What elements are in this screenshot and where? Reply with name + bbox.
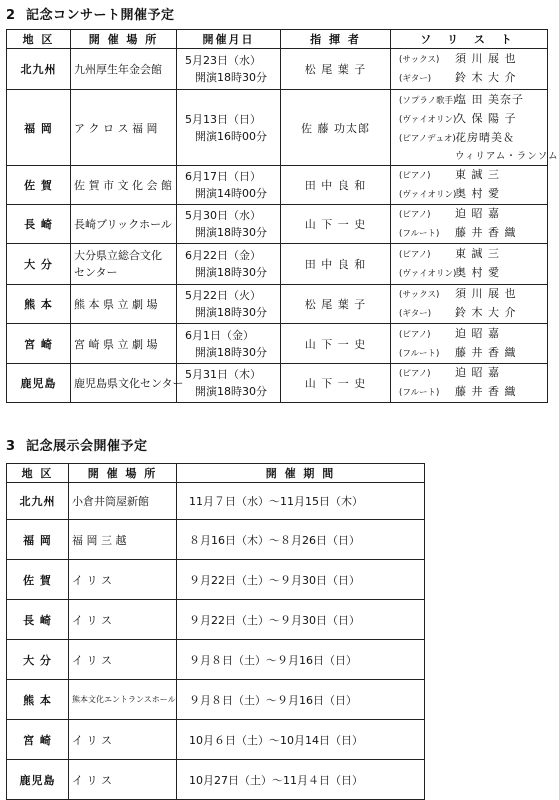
soloist-name: 鈴 木 大 介: [455, 71, 517, 84]
soloist-line: [399, 304, 544, 323]
table-row: [7, 285, 548, 324]
conductor-cell: 佐 藤 功太郎: [281, 90, 391, 166]
soloist-name: 須 川 展 也: [455, 52, 517, 65]
venue-line: センター: [74, 266, 118, 279]
time-text: 開演18時30分: [195, 385, 267, 398]
soloist-line: [399, 185, 544, 204]
region-cell: 佐 賀: [7, 560, 69, 600]
soloist-line: [399, 224, 544, 243]
soloist-cell: [391, 364, 548, 403]
soloist-line: [399, 148, 559, 165]
period-cell: ９月８日（土）〜９月16日（日）: [177, 640, 425, 680]
date-cell: [177, 49, 281, 90]
soloist-cell: [391, 205, 548, 244]
date-cell: [177, 166, 281, 205]
soloist-name: 東 誠 三: [455, 247, 500, 260]
instrument-label: (サックス): [399, 290, 440, 300]
region-cell: 宮 崎: [7, 324, 71, 364]
table-row: [7, 760, 425, 800]
soloist-name: 鈴 木 大 介: [455, 306, 517, 319]
venue-cell: 福 岡 三 越: [69, 520, 177, 560]
venue-cell: 九州厚生年金会館: [71, 49, 177, 90]
period-cell: 10月６日（土）〜10月14日（日）: [177, 720, 425, 760]
table-row: [7, 560, 425, 600]
region-cell: 北九州: [7, 483, 69, 520]
table-row: [7, 483, 425, 520]
date-cell: [177, 205, 281, 244]
table-row: [7, 520, 425, 560]
table-row: [7, 324, 548, 364]
date-cell: [177, 90, 281, 166]
concert-section-title: [6, 4, 175, 23]
venue-cell: イ リ ス: [69, 600, 177, 640]
soloist-name: 迫 昭 嘉: [455, 366, 500, 379]
table-row: [7, 49, 548, 90]
soloist-line: [399, 364, 544, 383]
venue-cell: イ リ ス: [69, 640, 177, 680]
instrument-label: (ギター): [399, 74, 432, 84]
period-cell: ９月22日（土）〜９月30日（日）: [177, 600, 425, 640]
date-cell: [177, 324, 281, 364]
venue-cell: 小倉井筒屋新館: [69, 483, 177, 520]
venue-cell: 熊本文化エントランスホール: [69, 680, 177, 720]
date-text: 5月22日（火）: [185, 289, 261, 302]
venue-cell: [71, 244, 177, 285]
soloist-line: [399, 110, 544, 129]
time-text: 開演18時30分: [195, 266, 267, 279]
header-region: 地 区: [7, 30, 71, 49]
soloist-name-continued: ウィリアム・ランソム: [455, 150, 559, 162]
conductor-cell: 山 下 一 史: [281, 364, 391, 403]
region-cell: 北九州: [7, 49, 71, 90]
venue-cell: 鹿児島県文化センター: [71, 364, 177, 403]
region-cell: 宮 崎: [7, 720, 69, 760]
soloist-line: [399, 129, 544, 148]
table-row: [7, 640, 425, 680]
venue-cell: イ リ ス: [69, 720, 177, 760]
date-text: 5月13日（日）: [185, 112, 261, 126]
header-soloist: ソ リ ス ト: [391, 30, 548, 49]
instrument-label: (ピアノ): [399, 369, 431, 379]
date-cell: [177, 364, 281, 403]
time-text: 開演18時30分: [195, 306, 267, 319]
soloist-cell: [391, 166, 548, 205]
period-cell: ９月８日（土）〜９月16日（日）: [177, 680, 425, 720]
time-text: 開演18時30分: [195, 71, 267, 84]
header-venue: 開 催 場 所: [69, 464, 177, 483]
instrument-label: (ヴァイオリン): [399, 114, 457, 125]
instrument-label: (ヴァイオリン): [399, 190, 457, 200]
region-cell: 佐 賀: [7, 166, 71, 205]
table-row: [7, 600, 425, 640]
concert-section-number: 2: [6, 8, 16, 23]
conductor-cell: 田 中 良 和: [281, 166, 391, 205]
soloist-cell: [391, 90, 559, 166]
instrument-label: (フルート): [399, 348, 440, 359]
soloist-name: 須 川 展 也: [455, 287, 517, 300]
period-cell: 10月27日（土）〜11月４日（日）: [177, 760, 425, 800]
exhibit-header-row: [7, 464, 425, 483]
instrument-label: (フルート): [399, 229, 440, 239]
instrument-label: (ヴァイオリン): [399, 269, 457, 279]
soloist-line: [399, 245, 544, 264]
soloist-name: 東 誠 三: [455, 168, 500, 181]
soloist-line: [399, 166, 544, 185]
venue-cell: 熊 本 県 立 劇 場: [71, 285, 177, 324]
header-conductor: 指 揮 者: [281, 30, 391, 49]
soloist-name: 迫 昭 嘉: [455, 326, 500, 340]
time-text: 開演16時00分: [195, 129, 267, 143]
date-cell: [177, 285, 281, 324]
region-cell: 熊 本: [7, 680, 69, 720]
soloist-name: 奥 村 愛: [455, 266, 500, 279]
soloist-name: 藤 井 香 織: [455, 226, 517, 239]
conductor-cell: 松 尾 葉 子: [281, 285, 391, 324]
date-text: 6月1日（金）: [185, 328, 254, 342]
soloist-line: [399, 264, 544, 283]
exhibit-section-title: [6, 435, 148, 454]
exhibit-section-number: 3: [6, 439, 16, 454]
concert-header-row: [7, 30, 548, 49]
table-row: [7, 205, 548, 244]
soloist-line: [399, 69, 544, 88]
header-region: 地 区: [7, 464, 69, 483]
venue-cell: イ リ ス: [69, 760, 177, 800]
soloist-line: [399, 205, 544, 224]
table-row: [7, 244, 548, 285]
soloist-name: 迫 昭 嘉: [455, 207, 500, 220]
instrument-label: (ピアノ): [399, 171, 431, 181]
table-row: [7, 166, 548, 205]
conductor-cell: 田 中 良 和: [281, 244, 391, 285]
soloist-line: [399, 91, 544, 110]
date-text: 5月30日（水）: [185, 209, 261, 222]
soloist-name: 奥 村 愛: [455, 187, 500, 200]
soloist-line: [399, 344, 544, 363]
table-row: [7, 90, 548, 166]
instrument-label: (ピアノデュオ): [399, 133, 456, 144]
soloist-line: [399, 50, 544, 69]
soloist-line: [399, 285, 544, 304]
soloist-cell: [391, 324, 548, 364]
region-cell: 大 分: [7, 244, 71, 285]
instrument-label: (ピアノ): [399, 329, 431, 340]
conductor-cell: 松 尾 葉 子: [281, 49, 391, 90]
period-cell: 11月７日（水）〜11月15日（木）: [177, 483, 425, 520]
soloist-name: 花房晴美＆: [455, 130, 515, 144]
header-period: 開 催 期 間: [177, 464, 425, 483]
venue-cell: 長崎ブリックホール: [71, 205, 177, 244]
venue-line: 大分県立総合文化: [74, 249, 162, 262]
period-cell: ９月22日（土）〜９月30日（日）: [177, 560, 425, 600]
soloist-name: 藤 井 香 織: [455, 345, 517, 359]
soloist-line: [399, 383, 544, 402]
date-text: 6月17日（日）: [185, 170, 261, 183]
instrument-label: (ピアノ): [399, 250, 431, 260]
exhibit-schedule-table: [6, 463, 425, 800]
soloist-line: [399, 325, 544, 344]
period-cell: ８月16日（木）〜８月26日（日）: [177, 520, 425, 560]
time-text: 開演14時00分: [195, 187, 267, 200]
concert-schedule-table: [6, 29, 559, 403]
soloist-name: 塩 田 美奈子: [455, 92, 524, 106]
region-cell: 福 岡: [7, 90, 71, 166]
region-cell: 鹿児島: [7, 364, 71, 403]
region-cell: 鹿児島: [7, 760, 69, 800]
venue-cell: イ リ ス: [69, 560, 177, 600]
venue-cell: 宮 崎 県 立 劇 場: [71, 324, 177, 364]
header-date: 開催月日: [177, 30, 281, 49]
soloist-name: 久 保 陽 子: [455, 111, 517, 125]
soloist-cell: [391, 244, 548, 285]
table-row: [7, 720, 425, 760]
instrument-label: (ギター): [399, 309, 432, 319]
venue-cell: 佐 賀 市 文 化 会 館: [71, 166, 177, 205]
table-row: [7, 680, 425, 720]
region-cell: 長 崎: [7, 205, 71, 244]
date-cell: [177, 244, 281, 285]
instrument-label: (ソプラノ歌手): [399, 95, 457, 106]
region-cell: 熊 本: [7, 285, 71, 324]
conductor-cell: 山 下 一 史: [281, 324, 391, 364]
date-text: 6月22日（金）: [185, 249, 261, 262]
header-venue: 開 催 場 所: [71, 30, 177, 49]
soloist-cell: [391, 49, 548, 90]
venue-cell: ア ク ロ ス 福 岡: [71, 90, 177, 166]
date-text: 5月31日（木）: [185, 368, 261, 381]
instrument-label: (フルート): [399, 388, 440, 398]
instrument-label: (ピアノ): [399, 210, 431, 220]
exhibit-section-heading: 記念展示会開催予定: [26, 439, 148, 454]
time-text: 開演18時30分: [195, 226, 267, 239]
soloist-cell: [391, 285, 548, 324]
concert-section-heading: 記念コンサート開催予定: [26, 8, 175, 23]
instrument-label: (サックス): [399, 55, 440, 65]
date-text: 5月23日（水）: [185, 54, 261, 67]
region-cell: 長 崎: [7, 600, 69, 640]
conductor-cell: 山 下 一 史: [281, 205, 391, 244]
table-row: [7, 364, 548, 403]
soloist-name: 藤 井 香 織: [455, 385, 517, 398]
time-text: 開演18時30分: [195, 345, 267, 359]
region-cell: 福 岡: [7, 520, 69, 560]
region-cell: 大 分: [7, 640, 69, 680]
